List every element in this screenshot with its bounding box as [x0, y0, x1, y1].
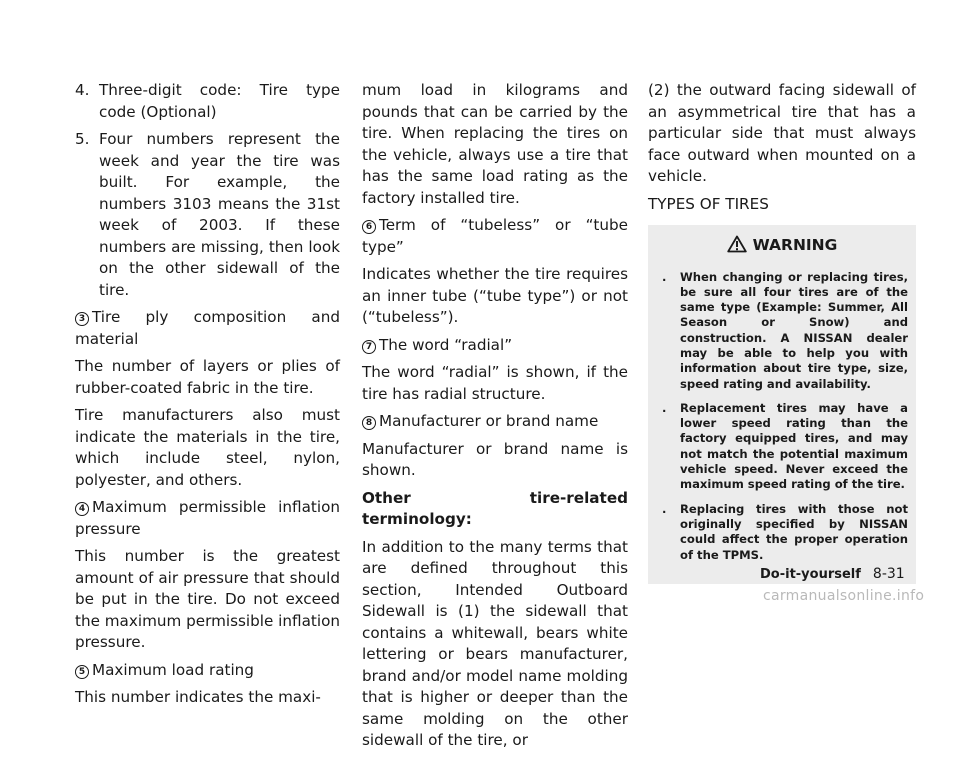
paragraph: Manufacturer or brand name is shown. [362, 439, 628, 479]
warning-title: WARNING [752, 236, 838, 254]
warning-item: . Replacing tires with those not originally specified by NISSAN could affect the proper operation of the TPMS. [656, 502, 908, 563]
paragraph: The word “radial” is shown, if the tire has radial structure. [362, 363, 628, 403]
watermark: carmanualsonline.info [763, 588, 925, 604]
list-number: 4. [75, 81, 90, 99]
column-1 [75, 80, 340, 715]
list-item [75, 129, 340, 301]
section-heading: TYPES OF TIRES [648, 194, 769, 213]
section-heading: Other tire-related terminology: [362, 488, 628, 528]
subheading-manufacturer: 8 Manufacturer or brand name [362, 411, 628, 433]
circled-number-icon: 5 [75, 665, 89, 679]
warning-list [656, 270, 908, 563]
footer-section: Do-it-yourself [760, 567, 861, 582]
subheading-inflation: 4 Maximum permissible inflation pressure [75, 498, 340, 538]
warning-item: . When changing or replacing tires, be sure all four tires are of the same type (Example: Summer, All Season or Snow) and construction. A NISSAN dealer may be able to help you with information about tire type, size, speed rating and availability. [656, 270, 908, 392]
bullet: . [662, 501, 667, 516]
subheading-load: 5 Maximum load rating [75, 660, 340, 682]
subheading-ply: 3 Tire ply composition and material [75, 308, 340, 348]
warning-header [656, 235, 908, 260]
paragraph: Tire manufacturers also must indicate the materials in the tire, which include steel, nylon, polyester, and others. [75, 406, 340, 489]
warning-item: . Replacement tires may have a lower speed rating than the factory equipped tires, and may not match the potential maximum vehicle speed. Never exceed the maximum speed rating of the tire. [656, 401, 908, 493]
page-footer [760, 566, 905, 582]
subheading-tubeless: 6 Term of “tubeless” or “tube type” [362, 216, 628, 256]
circled-number-icon: 3 [75, 312, 89, 326]
list-number: 5. [75, 130, 90, 148]
list-text: Three-digit code: Tire type code (Optional) [99, 81, 340, 121]
column-3 [648, 80, 916, 584]
bullet: . [662, 400, 667, 415]
paragraph: mum load in kilograms and pounds that can be carried by the tire. When replacing the tires on the vehicle, always use a tire that has the same load rating as the factory installed tire. [362, 81, 628, 207]
list-text: Four numbers represent the week and year the tire was built. For example, the numbers 3103 means the 31st week of 2003. If these numbers are missing, then look on the other sidewall of the tire. [99, 130, 340, 299]
paragraph: (2) the outward facing sidewall of an asymmetrical tire that has a particular side that must always face outward when mounted on a vehicle. [648, 81, 916, 185]
circled-number-icon: 6 [362, 220, 376, 234]
page-number: 8-31 [872, 566, 905, 582]
circled-number-icon: 8 [362, 416, 376, 430]
paragraph: This number is the greatest amount of air pressure that should be put in the tire. Do not exceed the maximum permissible inflation pressure. [75, 547, 340, 651]
subheading-radial: 7 The word “radial” [362, 335, 628, 357]
paragraph: This number indicates the maxi- [75, 688, 321, 706]
paragraph: In addition to the many terms that are defined throughout this section, Intended Outboard Sidewall is (1) the sidewall that contains a whitewall, bears white lettering or bears manufacturer, brand and/or model name molding that is higher or deeper than the same molding on the other sidewall of the tire, or [362, 537, 628, 749]
circled-number-icon: 4 [75, 502, 89, 516]
warning-triangle-icon [727, 235, 747, 260]
warning-box [648, 225, 916, 584]
paragraph: The number of layers or plies of rubber-coated fabric in the tire. [75, 357, 340, 397]
bullet: . [662, 269, 667, 284]
circled-number-icon: 7 [362, 340, 376, 354]
paragraph: Indicates whether the tire requires an inner tube (“tube type”) or not (“tubeless”). [362, 265, 628, 326]
column-2 [362, 80, 628, 758]
list-item [75, 80, 340, 123]
